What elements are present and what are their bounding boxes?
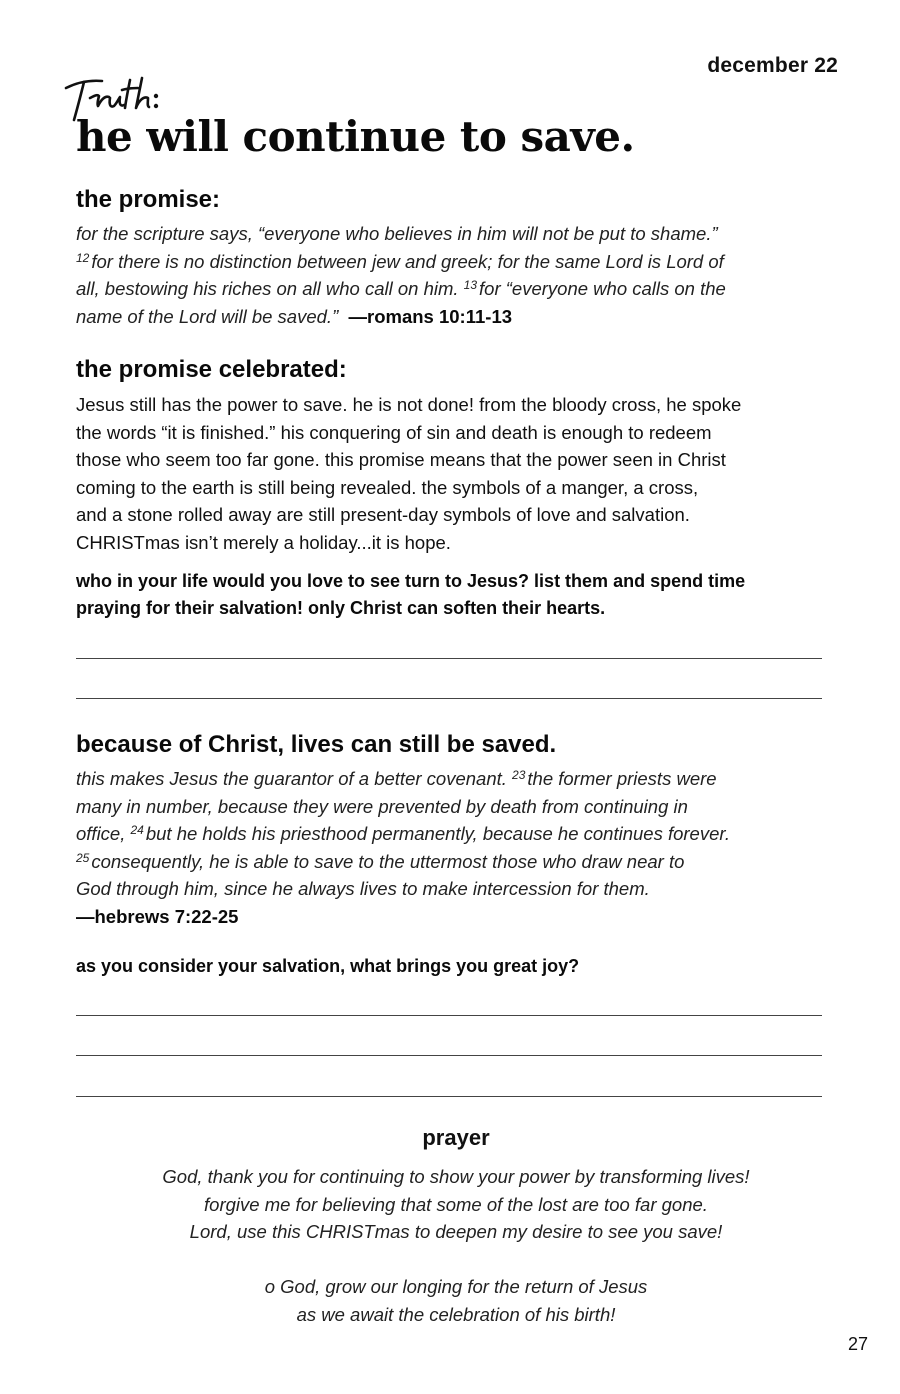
body-line: coming to the earth is still being revealed. the symbols of a manger, a cross, [76,476,699,498]
scripture-line: many in number, because they were prevented by death from continuing in [76,795,688,817]
celebrated-body [76,391,846,557]
prayer-heading: prayer [422,1125,490,1150]
verse-number: 13 [463,278,478,293]
prayer-line: Lord, use this CHRISTmas to deepen my desire to see you save! [189,1221,723,1242]
verse-number: 23 [512,768,526,782]
answer-line[interactable] [76,1015,822,1016]
scripture-text: office, [76,823,126,845]
scripture-line [76,848,856,876]
verse-number: 12 [76,250,90,265]
scripture-line [76,275,836,303]
verse-number: 25 [76,850,90,865]
body-line: the words “it is finished.” his conquering of sin and death is enough to redeem [76,421,712,443]
section-heading-saved: because of Christ, lives can still be saved. [76,731,557,758]
scripture-line [76,248,836,276]
scripture-line [76,820,856,848]
page-title: he will continue to save. [76,112,635,161]
scripture-line [76,765,856,793]
scripture-text: this makes Jesus the guarantor of a better covenant. [76,768,507,789]
body-line: Jesus still has the power to save. he is not done! from the bloody cross, he spoke [76,394,742,415]
prayer-line: as we await the celebration of his birth! [296,1303,616,1325]
body-line: those who seem too far gone. this promise means that the power seen in Christ [76,449,726,471]
answer-line[interactable] [76,658,822,659]
question-line: praying for their salvation! only Christ can soften their hearts. [76,598,606,618]
page-number: 27 [847,1334,868,1354]
scripture-text: for “everyone who calls on the [479,278,726,300]
saved-scripture [76,765,856,931]
scripture-line: God through him, since he always lives to make intercession for them. [76,878,650,900]
answer-line[interactable] [76,698,822,699]
scripture-text: name of the Lord will be saved.” [76,305,339,327]
prayer-line: God, thank you for continuing to show your power by transforming lives! [162,1166,750,1187]
prayer-line-spacer [0,1246,900,1274]
answer-line[interactable] [76,1096,822,1097]
scripture-text: the former priests were [527,768,717,789]
prayer-line: forgive me for believing that some of the lost are too far gone. [204,1193,708,1215]
scripture-text: but he holds his priesthood permanently, because he continues forever. [145,823,731,845]
prayer-line: o God, grow our longing for the return of Jesus [264,1276,648,1297]
date-label: december 22 [707,54,838,77]
section-heading-celebrated: the promise celebrated: [76,356,347,383]
section-heading-promise: the promise: [76,186,221,213]
scripture-line [76,303,836,331]
promise-scripture [76,220,836,330]
prayer-text [0,1163,900,1328]
reflection-question-1 [76,568,846,622]
scripture-text: all, bestowing his riches on all who call on him. [76,278,459,300]
scripture-reference: —romans 10:11-13 [348,305,513,327]
body-line: and a stone rolled away are still present-day symbols of love and salvation. [76,504,690,526]
question-line: who in your life would you love to see turn to Jesus? list them and spend time [76,571,746,591]
scripture-text: consequently, he is able to save to the uttermost those who draw near to [91,850,685,872]
verse-number: 24 [130,823,144,838]
scripture-reference: —hebrews 7:22-25 [76,905,239,927]
body-line: CHRISTmas isn’t merely a holiday...it is hope. [76,531,451,553]
scripture-text: for there is no distinction between jew and greek; for the same Lord is Lord of [91,250,724,272]
scripture-line: for the scripture says, “everyone who believes in him will not be put to shame.” [76,223,718,244]
reflection-question-2: as you consider your salvation, what brings you great joy? [76,956,580,976]
answer-line[interactable] [76,1055,822,1056]
